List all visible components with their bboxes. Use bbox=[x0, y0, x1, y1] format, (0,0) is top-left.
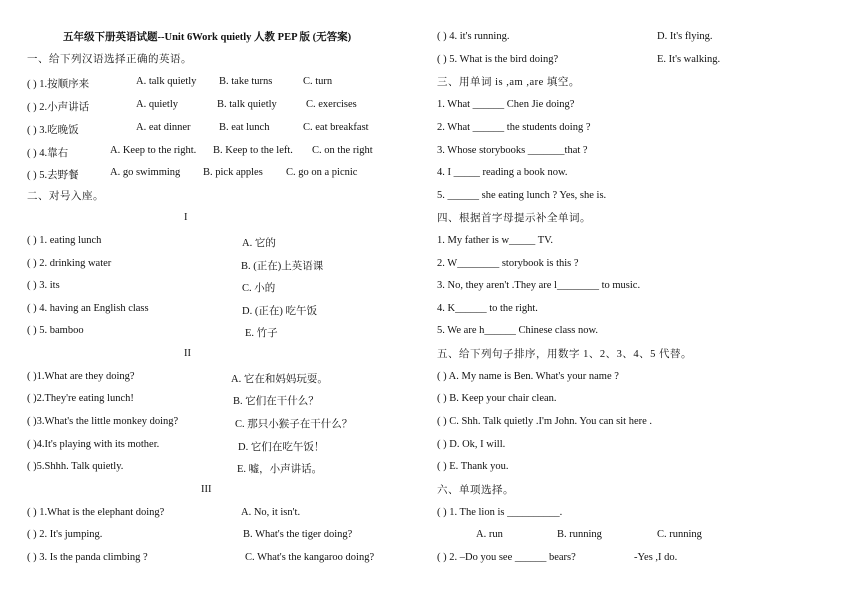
g1-match-a: A. 它的 bbox=[242, 238, 276, 249]
s4-item-4: 4. K______ to the right. bbox=[437, 303, 538, 314]
s6-q1-option-c: C. running bbox=[657, 529, 702, 540]
group-1-numeral: I bbox=[184, 212, 188, 223]
s1-row-5-option-b: B. pick apples bbox=[203, 167, 263, 178]
s3-item-5: 5. ______ she eating lunch ? Yes, she is. bbox=[437, 190, 607, 201]
section-1-heading: 一、给下列汉语选择正确的英语。 bbox=[27, 54, 192, 65]
section-5-heading: 五、给下列句子排序，用数字 1、2、3、4、5 代替。 bbox=[437, 349, 692, 360]
s1-row-3-question: ( ) 3.吃晚饭 bbox=[27, 125, 79, 136]
g2-match-a: A. 它在和妈妈玩耍。 bbox=[231, 374, 328, 385]
s1-row-4-question: ( ) 4.靠右 bbox=[27, 148, 69, 159]
s1-row-3-option-c: C. eat breakfast bbox=[303, 122, 369, 133]
g2-match-c: C. 那只小猴子在干什么？ bbox=[235, 419, 353, 430]
g3-match-c: C. What's the kangaroo doing? bbox=[245, 552, 375, 563]
g1-item-5: ( ) 5. bamboo bbox=[27, 325, 84, 336]
s3-item-3: 3. Whose storybooks _______that ? bbox=[437, 145, 588, 156]
g1-item-4: ( ) 4. having an English class bbox=[27, 303, 149, 314]
g2-match-d: D. 它们在吃午饭！ bbox=[238, 442, 325, 453]
g1-match-d: D. (正在) 吃午饭 bbox=[242, 306, 317, 317]
s1-row-1-option-a: A. talk quietly bbox=[136, 76, 197, 87]
s5-item-a: ( ) A. My name is Ben. What's your name ? bbox=[437, 371, 619, 382]
g2-match-b: B. 它们在干什么？ bbox=[233, 396, 319, 407]
group-2-numeral: II bbox=[184, 348, 191, 359]
s4-item-5: 5. We are h______ Chinese class now. bbox=[437, 325, 598, 336]
section-4-heading: 四、根据首字母提示补全单词。 bbox=[437, 213, 591, 224]
s5-item-c: ( ) C. Shh. Talk quietly .I'm John. You can sit here . bbox=[437, 416, 653, 427]
group-3-numeral: III bbox=[201, 484, 212, 495]
s5-item-d: ( ) D. Ok, I will. bbox=[437, 439, 506, 450]
s3-item-4: 4. I _____ reading a book now. bbox=[437, 167, 568, 178]
s1-row-2-option-b: B. talk quietly bbox=[217, 99, 277, 110]
worksheet-title: 五年级下册英语试题--Unit 6Work quietly 人教 PEP 版 (无答案) bbox=[63, 32, 352, 43]
g3-item-3: ( ) 3. Is the panda climbing ? bbox=[27, 552, 148, 563]
s3-item-1: 1. What ______ Chen Jie doing? bbox=[437, 99, 575, 110]
s6-question-1: ( ) 1. The lion is __________. bbox=[437, 507, 563, 518]
g2-match-e: E. 嘘，小声讲话。 bbox=[237, 464, 323, 475]
s1-row-1-option-c: C. turn bbox=[303, 76, 333, 87]
s1-row-4-option-a: A. Keep to the right. bbox=[110, 145, 197, 156]
s6-q1-option-b: B. running bbox=[557, 529, 602, 540]
g1-match-b: B. (正在)上英语课 bbox=[241, 261, 324, 272]
g1-match-e: E. 竹子 bbox=[245, 328, 278, 339]
s3-item-2: 2. What ______ the students doing ? bbox=[437, 122, 591, 133]
s4-item-3: 3. No, they aren't .They are l________ to music. bbox=[437, 280, 641, 291]
g2-item-5: ( )5.Shhh. Talk quietly. bbox=[27, 461, 124, 472]
s1-row-3-option-a: A. eat dinner bbox=[136, 122, 191, 133]
g3-item-1: ( ) 1.What is the elephant doing? bbox=[27, 507, 165, 518]
s6-q1-option-a: A. run bbox=[476, 529, 503, 540]
s6-q2-answer: -Yes ,I do. bbox=[634, 552, 678, 563]
s6-question-2: ( ) 2. –Do you see ______ bears? bbox=[437, 552, 576, 563]
g3-item-4: ( ) 4. it's running. bbox=[437, 31, 510, 42]
s1-row-2-question: ( ) 2.小声讲话 bbox=[27, 102, 90, 113]
s1-row-5-option-a: A. go swimming bbox=[110, 167, 181, 178]
g1-item-1: ( ) 1. eating lunch bbox=[27, 235, 102, 246]
s4-item-2: 2. W________ storybook is this ? bbox=[437, 258, 579, 269]
g1-match-c: C. 小的 bbox=[242, 283, 276, 294]
s1-row-2-option-a: A. quietly bbox=[136, 99, 178, 110]
g3-match-b: B. What's the tiger doing? bbox=[243, 529, 353, 540]
g2-item-4: ( )4.It's playing with its mother. bbox=[27, 439, 160, 450]
s5-item-b: ( ) B. Keep your chair clean. bbox=[437, 393, 557, 404]
s1-row-1-question: ( ) 1.按顺序来 bbox=[27, 79, 90, 90]
s4-item-1: 1. My father is w_____ TV. bbox=[437, 235, 553, 246]
g3-item-2: ( ) 2. It's jumping. bbox=[27, 529, 103, 540]
s5-item-e: ( ) E. Thank you. bbox=[437, 461, 509, 472]
s1-row-5-option-c: C. go on a picnic bbox=[286, 167, 358, 178]
g3-match-a: A. No, it isn't. bbox=[241, 507, 301, 518]
g2-item-2: ( )2.They're eating lunch! bbox=[27, 393, 134, 404]
section-2-heading: 二、对号入座。 bbox=[27, 191, 104, 202]
g2-item-3: ( )3.What's the little monkey doing? bbox=[27, 416, 179, 427]
g2-item-1: ( )1.What are they doing? bbox=[27, 371, 135, 382]
g3-item-5: ( ) 5. What is the bird doing? bbox=[437, 54, 559, 65]
s1-row-3-option-b: B. eat lunch bbox=[219, 122, 270, 133]
s1-row-5-question: ( ) 5.去野餐 bbox=[27, 170, 79, 181]
g3-match-d: D. It's flying. bbox=[657, 31, 713, 42]
g1-item-2: ( ) 2. drinking water bbox=[27, 258, 112, 269]
g3-match-e: E. It's walking. bbox=[657, 54, 721, 65]
section-6-heading: 六、单项选择。 bbox=[437, 485, 514, 496]
section-3-heading: 三、用单词 is ,am ,are 填空。 bbox=[437, 77, 580, 88]
s1-row-2-option-c: C. exercises bbox=[306, 99, 357, 110]
s1-row-1-option-b: B. take turns bbox=[219, 76, 273, 87]
s1-row-4-option-c: C. on the right bbox=[312, 145, 373, 156]
g1-item-3: ( ) 3. its bbox=[27, 280, 60, 291]
s1-row-4-option-b: B. Keep to the left. bbox=[213, 145, 293, 156]
